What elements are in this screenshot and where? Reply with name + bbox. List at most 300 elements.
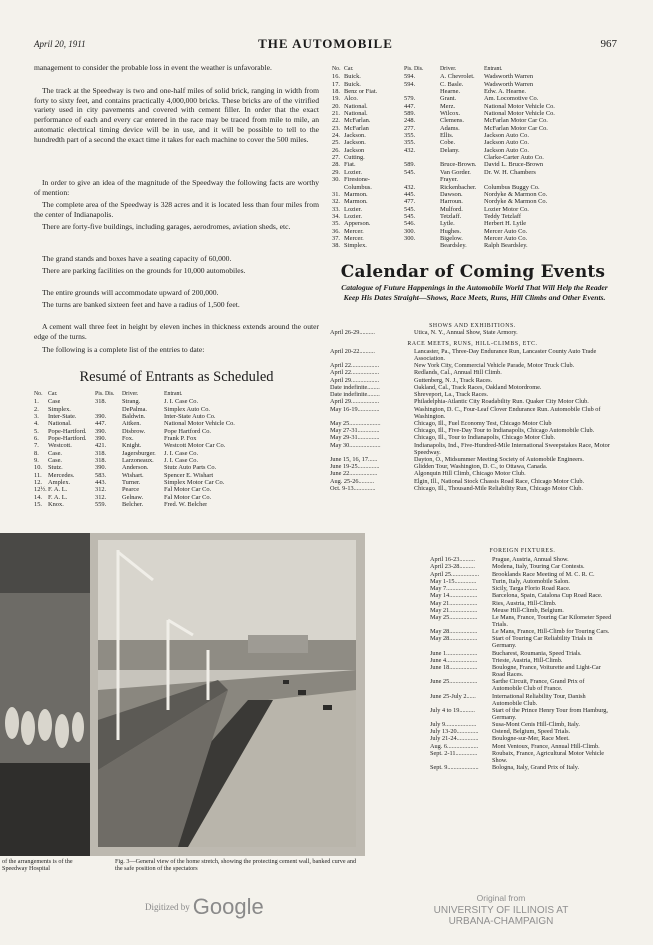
entry-car: Amplex. — [48, 479, 71, 487]
entry-entrant: Mercer Auto Co. — [484, 227, 528, 235]
entry-row — [332, 213, 622, 220]
entry-row — [34, 420, 324, 427]
entry-car: Cutting. — [344, 154, 365, 162]
entry-displacement: 318. — [95, 398, 107, 406]
event-description: Turin, Italy, Automobile Salon. — [492, 577, 570, 585]
library-credit — [396, 893, 606, 928]
entry-row — [332, 198, 622, 205]
entry-entrant: Fal Motor Car Co. — [164, 486, 212, 494]
entry-entrant: Stutz Auto Parts Co. — [164, 464, 217, 472]
entry-car: Stutz. — [48, 464, 63, 472]
entry-driver: Harroun. — [440, 198, 463, 206]
entry-number: 6. — [34, 435, 39, 443]
entry-row — [34, 479, 324, 486]
foreign-heading: FOREIGN FIXTURES. — [489, 548, 556, 554]
event-date: April 22.................. — [330, 369, 380, 377]
entry-displacement: 390. — [95, 427, 107, 435]
photo-caption: Fig. 3—General view of the home stretch, showing the protecting cement wall, banked curve and the safe position of the spectators — [115, 858, 357, 873]
entry-number: 20. — [332, 102, 340, 110]
entry-entrant: Nordyke & Marmon Co. — [484, 190, 548, 198]
event-date: July 21-24.............. — [430, 735, 479, 743]
entry-car: McFarlan. — [344, 117, 371, 125]
entry-entrant: Jackson Auto Co. — [484, 132, 529, 140]
entry-number: 34. — [332, 212, 340, 220]
intro-para-2: In order to give an idea of the magnitude of the Speedway the following facts are worthy of mention: — [34, 178, 319, 197]
entry-number: 22. — [332, 117, 340, 125]
intro-para-9: A cement wall three feet in height by eleven inches in thickness extends around the outer edge of the turns. — [34, 322, 319, 341]
event-date: Date indefinite........ — [330, 391, 380, 399]
entry-row — [332, 88, 622, 95]
entry-row — [332, 235, 622, 242]
entry-driver: Tetzlaff. — [440, 212, 462, 220]
entry-entrant: McFarlan Motor Car Co. — [484, 117, 548, 125]
entry-number: 15. — [34, 501, 42, 509]
entry-number: 24. — [332, 132, 340, 140]
event-date: May 14.................. — [430, 592, 478, 600]
entry-number: 11. — [34, 471, 42, 479]
entry-row — [332, 139, 622, 146]
event-date: May 29-31.............. — [330, 434, 380, 442]
event-date: Aug. 6.................... — [430, 742, 479, 750]
entry-displacement: 432. — [404, 183, 416, 191]
event-description: Philadelphia-Atlantic City Roadability Run. Quaker City Motor Club. — [414, 398, 589, 406]
event-description: Ries, Austria, Hill-Climb. — [492, 599, 557, 607]
entry-number: 35. — [332, 220, 340, 228]
entry-car: Buick. — [344, 80, 361, 88]
event-description: Susa-Mont Cenis Hill-Climb, Italy. — [492, 720, 580, 728]
entry-car: Firestone- — [344, 176, 370, 184]
entry-entrant: Jackson Auto Co. — [484, 139, 529, 147]
entry-car: Case — [48, 398, 61, 406]
entry-driver: Hearne. — [440, 88, 461, 96]
event-description: Barcelona, Spain, Catalona Cup Road Race. — [492, 592, 603, 600]
entry-entrant: Spencer E. Wishart — [164, 471, 214, 479]
entry-displacement: 589. — [404, 110, 416, 118]
entry-displacement: 355. — [404, 132, 416, 140]
header-entry-car: Car. — [344, 66, 354, 72]
entry-entrant: Simplex Motor Car Co. — [164, 479, 225, 487]
entry-driver: Disbrow. — [122, 427, 146, 435]
entry-driver: Wishart. — [122, 471, 144, 479]
entry-row — [332, 117, 622, 124]
entry-number: 16. — [332, 73, 340, 81]
entry-car: Jackson. — [344, 139, 366, 147]
event-description: Sarthe Circuit, France, Grand Prix of Automobile Club of France. — [492, 678, 585, 693]
entry-displacement: 277. — [404, 124, 416, 132]
header-entry-car: Car. — [48, 391, 58, 397]
entry-row — [332, 176, 622, 183]
campus-name: URBANA-CHAMPAIGN — [448, 916, 554, 927]
entry-driver: C. Basle. — [440, 80, 464, 88]
entry-number: 12. — [34, 479, 42, 487]
entry-number: 3. — [34, 413, 39, 421]
entry-row — [332, 147, 622, 154]
event-date: April 22.................. — [330, 362, 380, 370]
entry-number: 28. — [332, 161, 340, 169]
entry-row — [332, 220, 622, 227]
entry-entrant: Simplex Auto Co. — [164, 405, 210, 413]
entry-entrant: Jackson Auto Co. — [484, 146, 529, 154]
hospital-caption: of the arrangements is of the Speedway Hospital — [2, 858, 73, 873]
entry-driver: Hughes. — [440, 227, 462, 235]
entry-car: Inter-State. — [48, 413, 77, 421]
event-row — [430, 679, 615, 693]
event-date: May 30.................... — [330, 441, 381, 449]
event-description: Oakland, Cal., Track Races, Oakland Motordrome. — [414, 383, 542, 391]
event-description: Start of Touring Car Reliability Trials in Germany. — [492, 635, 593, 650]
entry-car: Fiat. — [344, 161, 356, 169]
entry-displacement: 579. — [404, 95, 416, 103]
entry-entrant: Fred. W. Belcher — [164, 501, 208, 509]
entry-row — [34, 494, 324, 501]
entry-driver: Van Gorder. — [440, 168, 471, 176]
entry-car: Apperson. — [344, 220, 371, 228]
intro-para-3: The complete area of the Speedway is 328 acres and it is located less than four miles from the center of Indianapolis. — [34, 200, 319, 219]
entry-number: 26. — [332, 146, 340, 154]
entry-car: Mercer. — [344, 227, 364, 235]
entry-number: 4. — [34, 420, 39, 428]
entry-driver: Larzoneaux. — [122, 457, 154, 465]
event-date: July 4 to 19.......... — [430, 706, 475, 714]
entry-driver: Pearce — [122, 486, 140, 494]
event-date: May 25.................. — [430, 614, 478, 621]
entry-entrant: Westcott Motor Car Co. — [164, 442, 226, 450]
event-date: May 25.................... — [330, 419, 381, 427]
entry-row — [332, 228, 622, 235]
entry-number: 25. — [332, 139, 340, 147]
entry-number: 31. — [332, 190, 340, 198]
entry-driver: Knight. — [122, 442, 142, 450]
event-description: Ostend, Belgium, Speed Trials. — [492, 728, 571, 736]
entry-entrant: Lozier Motor Co. — [484, 205, 529, 213]
entry-entrant: Am. Locomotive Co. — [484, 95, 539, 103]
entry-displacement: 559. — [95, 501, 107, 509]
event-description: Brooklands Race Meeting of M. C. R. C. — [492, 570, 595, 578]
entry-car: Marmon. — [344, 198, 368, 206]
entry-number: 10. — [34, 464, 42, 472]
entry-row — [34, 413, 324, 420]
event-date: Aug. 25-26.......... — [330, 477, 375, 485]
magazine-title: THE AUTOMOBILE — [258, 36, 393, 51]
entry-entrant: J. I. Case Co. — [164, 457, 199, 465]
entry-car: Benz or Fiat. — [344, 88, 378, 96]
entry-driver: Clemens. — [440, 117, 464, 125]
entry-displacement: 432. — [404, 146, 416, 154]
entry-car: Simplex. — [48, 405, 71, 413]
event-row — [430, 765, 615, 772]
entry-row — [34, 472, 324, 479]
event-description: Glidden Tour, Washington, D. C., to Ottawa, Canada. — [414, 463, 548, 471]
entry-driver: Delany. — [440, 146, 460, 154]
entry-driver: Bruce-Brown. — [440, 161, 477, 169]
event-description: Modena, Italy, Touring Car Contests. — [492, 563, 585, 571]
entry-car: Case. — [48, 457, 63, 465]
entry-row — [332, 125, 622, 132]
entry-entrant: Dr. W. H. Chambers — [484, 168, 536, 176]
event-row — [430, 665, 615, 679]
header-entry-driver: Driver. — [122, 391, 139, 397]
entry-number: 37. — [332, 234, 340, 242]
event-row — [330, 349, 615, 363]
entry-entrant: Fal Motor Car Co. — [164, 493, 212, 501]
entry-car: National. — [48, 420, 72, 428]
shows-list — [330, 330, 615, 337]
entry-number: 27. — [332, 154, 340, 162]
event-date: April 29.................. — [330, 398, 380, 406]
entry-displacement: 546. — [404, 220, 416, 228]
event-description: Boulogne-sur-Mer, Race Meet. — [492, 735, 570, 743]
event-description: Mont Ventoux, France, Annual Hill-Climb. — [492, 742, 600, 750]
event-description: Trieste, Austria, Hill-Climb. — [492, 656, 563, 664]
entry-entrant: Edw. A. Hearne. — [484, 88, 526, 96]
header-entry-displacement: Pis. Dis. — [404, 66, 424, 72]
entry-driver: Dawson. — [440, 190, 463, 198]
event-row — [430, 615, 615, 629]
event-description: Shreveport, La., Track Races. — [414, 391, 489, 399]
event-date: June 22.................. — [330, 470, 378, 478]
entry-driver: Grant. — [440, 95, 457, 103]
entry-driver: Ellis. — [440, 132, 454, 140]
entry-displacement: 300. — [404, 227, 416, 235]
entry-displacement: 443. — [95, 479, 107, 487]
header-entry-entrant: Entrant. — [484, 66, 503, 72]
entry-displacement: 447. — [404, 102, 416, 110]
entry-row — [332, 73, 622, 80]
digitized-by — [145, 894, 264, 920]
entry-displacement: 318. — [95, 449, 107, 457]
entry-driver: Mulford. — [440, 205, 463, 213]
entry-car: Case. — [48, 449, 63, 457]
entry-car: Columbus. — [344, 183, 372, 191]
event-date: April 29.................. — [330, 376, 380, 384]
event-description: Roubaix, France, Agricultural Motor Vehicle Show. — [492, 749, 605, 764]
event-description: New York City, Commercial Vehicle Parade, Motor Truck Club. — [414, 362, 575, 370]
header-entry-entrant: Entrant. — [164, 391, 183, 397]
calendar-subtitle: Catalogue of Future Happenings in the Automobile World That Will Help the Reader Keep His Dates Straight—Shows, Race Meets, Runs, Hill Climbs and Other Events. — [341, 283, 608, 302]
entry-row — [34, 501, 324, 508]
entry-entrant: National Motor Vehicle Co. — [164, 420, 235, 428]
entry-driver: Frayer. — [440, 176, 458, 184]
event-description: Meuse Hill-Climb, Belgium. — [492, 606, 564, 614]
entry-entrant: Mercer Auto Co. — [484, 234, 528, 242]
entry-car: Lozier. — [344, 212, 362, 220]
entry-number: 36. — [332, 227, 340, 235]
event-description: Le Mans, France, Touring Car Kilometer Speed Trials. — [492, 614, 612, 628]
entry-entrant: Frank P. Fox — [164, 435, 197, 443]
entry-entrant: Wadsworth Warren — [484, 80, 534, 88]
entry-displacement: 545. — [404, 168, 416, 176]
event-description: Sicily, Targa Florio Road Race. — [492, 585, 571, 592]
entry-entrant: Inter-State Auto Co. — [164, 413, 216, 421]
event-date: June 15, 16, 17...... — [330, 455, 378, 463]
intro-para-8: The turns are banked sixteen feet and have a radius of 1,500 feet. — [42, 300, 240, 309]
event-date: Oct. 9-13.............. — [330, 484, 376, 492]
intro-para-10: The following is a complete list of the entries to date: — [42, 345, 205, 354]
entry-car: Lozier. — [344, 205, 362, 213]
entry-driver: Anderson. — [122, 464, 149, 472]
entry-car: Lozier. — [344, 168, 362, 176]
entry-driver: Belcher. — [122, 501, 144, 509]
entry-number: 38. — [332, 242, 340, 250]
event-date: July 13-20.............. — [430, 728, 479, 736]
entry-driver: Adams. — [440, 124, 460, 132]
entry-row — [34, 486, 324, 493]
entry-number: 1. — [34, 398, 39, 406]
entry-entrant: Herbert H. Lytle — [484, 220, 527, 228]
entry-car: Pope-Hartford. — [48, 435, 87, 443]
original-from: Original from — [476, 893, 526, 903]
entry-number: 21. — [332, 110, 340, 118]
entry-car: Jackson. — [344, 132, 366, 140]
header-entry-number: No. — [34, 391, 43, 397]
event-date: April 26-29.......... — [330, 329, 375, 336]
event-description: Dayton, O., Midsummer Meeting Society of Automobile Engineers. — [414, 455, 584, 463]
event-date: May 7.................... — [430, 585, 478, 592]
entry-driver: DePalma. — [122, 405, 148, 413]
event-date: May 28.................. — [430, 628, 478, 636]
entry-number: 2. — [34, 405, 39, 413]
intro-para-6: There are parking facilities on the grounds for 10,000 automobiles. — [42, 266, 246, 275]
entry-row — [332, 191, 622, 198]
event-description: Chicago, Ill., Tour to Indianapolis, Chicago Motor Club. — [414, 434, 556, 442]
header-entry-displacement: Pis. Dis. — [95, 391, 115, 397]
entry-number: 17. — [332, 80, 340, 88]
entries-header-row — [332, 66, 622, 73]
entry-displacement: 312. — [95, 493, 107, 501]
entry-row — [332, 206, 622, 213]
event-date: April 20-22.......... — [330, 348, 375, 355]
entry-car: Jackson — [344, 146, 365, 154]
entry-displacement: 594. — [404, 73, 416, 81]
event-description: Chicago, Ill., Fuel Economy Test, Chicago Motor Club — [414, 419, 552, 427]
event-date: May 21.................. — [430, 599, 478, 607]
entry-displacement: 312. — [95, 486, 107, 494]
entry-number: 30. — [332, 176, 340, 184]
entry-number: 5. — [34, 427, 39, 435]
entry-number: 33. — [332, 205, 340, 213]
entry-entrant: Nordyke & Marmon Co. — [484, 198, 548, 206]
entry-entrant: Clarke-Carter Auto Co. — [484, 154, 544, 162]
entry-number: 9. — [34, 457, 39, 465]
entry-entrant: J. I. Case Co. — [164, 398, 199, 406]
event-description: Redlands, Cal., Annual Hill Climb. — [414, 369, 502, 377]
event-date: June 1.................... — [430, 649, 478, 657]
event-date: April 23-28.......... — [430, 563, 475, 571]
intro-para-5: The grand stands and boxes have a seating capacity of 60,000. — [42, 254, 232, 263]
event-date: May 16-19.............. — [330, 405, 380, 413]
entry-row — [332, 81, 622, 88]
entry-car: Mercer. — [344, 234, 364, 242]
event-date: June 19-25.............. — [330, 463, 380, 471]
event-description: Bucharest, Roumania, Speed Trials. — [492, 649, 582, 657]
entry-row — [332, 154, 622, 161]
entry-displacement: 545. — [404, 205, 416, 213]
entry-driver: Fox. — [122, 435, 134, 443]
entry-displacement: 318. — [95, 457, 107, 465]
event-date: May 21.................. — [430, 606, 478, 614]
entry-car: F. A. L. — [48, 486, 68, 494]
entry-displacement: 248. — [404, 117, 416, 125]
header-entry-driver: Driver. — [440, 66, 457, 72]
entry-entrant: David L. Bruce-Brown — [484, 161, 544, 169]
event-description: Boulogne, France, Voiturette and Light-Car Road Races. — [492, 664, 601, 679]
hospital-photo-strip — [0, 533, 90, 856]
entry-driver: Lytle. — [440, 220, 455, 228]
entry-number: 23. — [332, 124, 340, 132]
entry-driver: Cobe. — [440, 139, 456, 147]
entry-entrant: Ralph Beardsley. — [484, 242, 528, 250]
entry-car: F. A. L. — [48, 493, 68, 501]
event-row — [330, 330, 615, 337]
entry-car: Knox. — [48, 501, 64, 509]
event-date: May 28.................. — [430, 635, 478, 643]
event-description: Elgin, Ill., National Stock Chassis Road Race, Chicago Motor Club. — [414, 477, 585, 485]
entry-driver: Gelnaw. — [122, 493, 144, 501]
entry-car: National. — [344, 110, 368, 118]
entry-driver: A. Chevrolet. — [440, 73, 475, 81]
entry-car: McFarlan — [344, 124, 369, 132]
event-date: June 25-July 2...... — [430, 692, 476, 700]
entry-driver: Beardsley. — [440, 242, 467, 250]
entry-car: Buick. — [344, 73, 361, 81]
entry-entrant: Wadsworth Warren — [484, 73, 534, 81]
foreign-list — [430, 557, 615, 772]
entry-row — [332, 95, 622, 102]
entry-number: 14. — [34, 493, 42, 501]
resume-title: Resumé of Entrants as Scheduled — [79, 369, 274, 385]
event-row — [330, 407, 615, 421]
entries-table-left — [34, 391, 324, 509]
event-date: Sept. 9.................... — [430, 764, 479, 772]
entry-number: 12½. — [34, 486, 47, 494]
races-list — [330, 349, 615, 493]
event-description: Lancaster, Pa., Three-Day Endurance Run, Lancaster County Auto Trade Association. — [414, 348, 597, 362]
speedway-photo — [0, 533, 365, 856]
intro-para-4: There are forty-five buildings, including garages, aerodromes, aviation sheds, etc. — [42, 222, 291, 231]
entry-displacement: 583. — [95, 471, 107, 479]
entry-number: 19. — [332, 95, 340, 103]
entries-table-right — [332, 66, 622, 250]
entry-driver: Baldwin. — [122, 413, 146, 421]
entry-driver: Wilcox. — [440, 110, 461, 118]
entry-row — [332, 242, 622, 249]
event-description: Washington, D. C., Four-Leaf Clover Endurance Run. Automobile Club of Washington. — [414, 405, 601, 420]
entry-entrant: National Motor Vehicle Co. — [484, 102, 555, 110]
entry-entrant: National Motor Vehicle Co. — [484, 110, 555, 118]
event-description: Indianapolis, Ind., Five-Hundred-Mile International Sweepstakes Race, Motor Speedway. — [414, 441, 610, 456]
entry-number: 32. — [332, 198, 340, 206]
entry-row — [332, 103, 622, 110]
event-description: Start of the Prince Henry Tour from Hamburg, Germany. — [492, 706, 608, 721]
entry-entrant: Pope Hartford Co. — [164, 427, 212, 435]
entry-entrant: J. I. Case Co. — [164, 449, 199, 457]
event-row — [430, 751, 615, 765]
entry-driver: Turner. — [122, 479, 141, 487]
entry-car: Pope-Hartford. — [48, 427, 87, 435]
entry-displacement: 390. — [95, 435, 107, 443]
event-date: July 9.................... — [430, 720, 477, 728]
university-name: UNIVERSITY OF ILLINOIS AT — [433, 904, 569, 916]
event-row — [430, 694, 615, 708]
entry-row — [34, 450, 324, 457]
entry-displacement: 421. — [95, 442, 107, 450]
intro-para-0: management to consider the probable loss in event the weather is unfavorable. — [34, 63, 272, 72]
entry-number: 7. — [34, 442, 39, 450]
event-row — [430, 636, 615, 650]
event-date: Date indefinite........ — [330, 383, 380, 391]
entry-car: Mercedes. — [48, 471, 75, 479]
entry-car: Westcott. — [48, 442, 72, 450]
